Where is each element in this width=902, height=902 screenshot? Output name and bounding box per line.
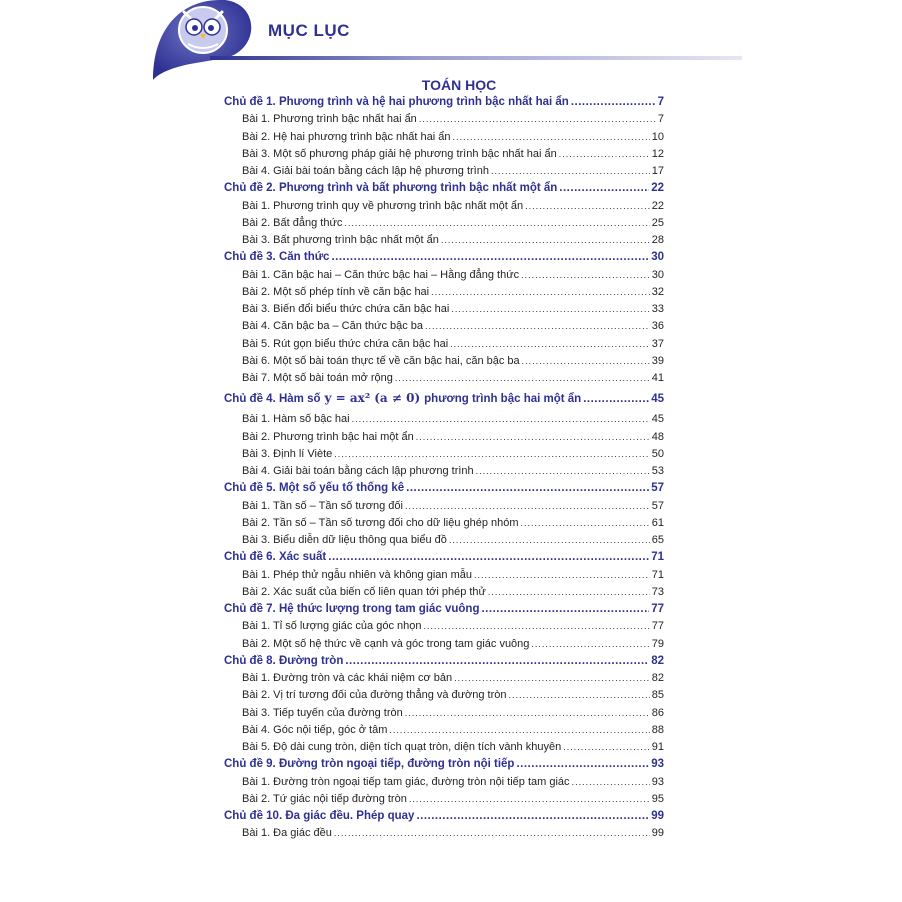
toc-topic-entry[interactable] — [224, 249, 664, 266]
toc-lesson-entry[interactable] — [224, 739, 664, 756]
toc-entry-label-text: Chủ đề 4. Hàm số — [224, 393, 321, 406]
toc-entry-label: Bài 2. Một số phép tính về căn bậc hai — [242, 285, 430, 298]
dot-leader — [419, 111, 656, 128]
toc-lesson-entry[interactable] — [224, 429, 664, 446]
toc-entry-label: Bài 3. Biểu diễn dữ liệu thông qua biểu đồ — [242, 534, 447, 546]
dot-leader — [450, 336, 650, 353]
toc-page-number: 41 — [651, 372, 664, 384]
dot-leader — [405, 705, 650, 722]
dot-leader — [334, 825, 650, 842]
toc-page-number: 32 — [651, 285, 664, 298]
toc-entry-label: Bài 1. Đường tròn và các khái niệm cơ bản — [242, 672, 453, 684]
dot-leader — [583, 387, 649, 411]
toc-lesson-entry[interactable] — [224, 618, 664, 635]
toc-lesson-entry[interactable] — [224, 284, 664, 301]
dot-leader — [522, 353, 650, 370]
toc-entry-label: Chủ đề 2. Phương trình và bất phương trình bậc nhất một ẩn — [224, 182, 558, 195]
toc-entry-label: Bài 2. Một số hệ thức về cạnh và góc trong tam giác vuông — [242, 637, 530, 650]
toc-entry-label: Bài 2. Phương trình bậc hai một ẩn — [242, 430, 414, 443]
dot-leader — [328, 549, 649, 566]
toc-entry-label: Bài 2. Tứ giác nội tiếp đường tròn — [242, 792, 407, 805]
toc-entry-label: Bài 2. Tần số – Tần số tương đối cho dữ liệu ghép nhóm — [242, 516, 519, 529]
toc-entry-label: Chủ đề 5. Một số yếu tố thống kê — [224, 482, 405, 495]
dot-leader — [449, 532, 650, 549]
dot-leader — [431, 284, 650, 301]
toc-lesson-entry[interactable] — [224, 705, 664, 722]
toc-page-number: 30 — [651, 268, 664, 281]
toc-page-number: 99 — [651, 827, 664, 840]
toc-entry-label: Bài 1. Tần số – Tần số tương đối — [242, 499, 403, 512]
toc-lesson-entry[interactable] — [224, 670, 664, 687]
toc-page-number: 33 — [651, 303, 664, 315]
toc-lesson-entry[interactable] — [224, 636, 664, 653]
toc-page-number: 65 — [651, 534, 664, 546]
toc-entry-label: Chủ đề 1. Phương trình và hệ hai phương trình bậc nhất hai ẩn — [224, 96, 569, 108]
dot-leader — [352, 411, 650, 428]
toc-page-number: 61 — [651, 516, 664, 529]
toc-entry-label: Bài 1. Phương trình bậc nhất hai ẩn — [242, 113, 417, 126]
toc-page-number: 22 — [651, 182, 664, 195]
dot-leader — [474, 567, 650, 584]
dot-leader — [331, 249, 649, 266]
toc-page-number: 37 — [651, 337, 664, 350]
toc-lesson-entry[interactable] — [224, 515, 664, 532]
toc-entry-label: Bài 3. Tiếp tuyến của đường tròn — [242, 706, 403, 719]
page-title: MỤC LỤC — [268, 21, 350, 40]
toc-entry-label: Bài 3. Bất phương trình bậc nhất một ẩn — [242, 234, 439, 246]
dot-leader — [405, 498, 650, 515]
dot-leader — [481, 601, 649, 618]
toc-entry-label: Bài 1. Phương trình quy về phương trình bậc nhất một ẩn — [242, 199, 524, 212]
toc-lesson-entry[interactable] — [224, 215, 664, 232]
toc-page-number: 77 — [651, 620, 664, 633]
dot-leader — [416, 429, 650, 446]
toc-topic-entry[interactable] — [224, 601, 664, 618]
toc-entry-label-text: phương trình bậc hai một ẩn — [424, 393, 582, 406]
toc-lesson-entry[interactable] — [224, 791, 664, 808]
dot-leader — [572, 774, 650, 791]
toc-topic-entry[interactable] — [224, 808, 664, 825]
toc-lesson-entry[interactable] — [224, 567, 664, 584]
toc-page-number: 39 — [651, 354, 664, 367]
dot-leader — [425, 318, 650, 335]
toc-entry-label: Chủ đề 7. Hệ thức lượng trong tam giác vuông — [224, 603, 480, 615]
toc-page-number: 71 — [651, 551, 664, 564]
toc-entry-label: Chủ đề 8. Đường tròn — [224, 654, 344, 667]
dot-leader — [516, 756, 649, 773]
toc-entry-label: Bài 1. Căn bậc hai – Căn thức bậc hai – Hằng đẳng thức — [242, 268, 520, 281]
toc-page-number: 17 — [651, 165, 664, 177]
toc-lesson-entry[interactable] — [224, 267, 664, 284]
toc-page-number: 57 — [651, 499, 664, 512]
toc-lesson-entry[interactable] — [224, 774, 664, 791]
toc-lesson-entry[interactable] — [224, 532, 664, 549]
dot-leader — [488, 584, 650, 601]
toc-entry-label: Bài 1. Hàm số bậc hai — [242, 413, 350, 426]
dot-leader — [525, 198, 650, 215]
toc-entry-label: Chủ đề 9. Đường tròn ngoại tiếp, đường tròn nội tiếp — [224, 758, 515, 771]
toc-page-number: 25 — [651, 216, 664, 229]
toc-entry-label: Chủ đề 6. Xác suất — [224, 551, 327, 564]
toc-lesson-entry[interactable] — [224, 301, 664, 318]
subject-heading: TOÁN HỌC — [421, 77, 497, 93]
toc-page-number: 71 — [651, 568, 664, 581]
toc-lesson-entry[interactable] — [224, 687, 664, 704]
toc-topic-entry[interactable] — [224, 756, 664, 773]
toc-page-number: 91 — [651, 741, 664, 753]
toc-lesson-entry[interactable] — [224, 825, 664, 842]
toc-lesson-entry[interactable] — [224, 370, 664, 387]
toc-lesson-entry[interactable] — [224, 111, 664, 128]
dot-leader — [491, 163, 650, 180]
toc-page-number: 53 — [651, 465, 664, 477]
toc-lesson-entry[interactable] — [224, 318, 664, 335]
dot-leader — [406, 480, 649, 497]
toc-topic-entry[interactable] — [224, 94, 664, 111]
toc-lesson-entry[interactable] — [224, 584, 664, 601]
toc-topic-entry[interactable] — [224, 653, 664, 670]
toc-page-number: 85 — [651, 689, 664, 702]
toc-lesson-entry[interactable] — [224, 463, 664, 480]
toc-page-number: 82 — [651, 672, 664, 684]
dot-leader — [409, 791, 650, 808]
toc-lesson-entry[interactable] — [224, 722, 664, 739]
toc-page-number: 73 — [651, 585, 664, 598]
toc-page-number: 28 — [651, 234, 664, 246]
toc-topic-entry[interactable] — [224, 387, 664, 411]
toc-entry-label: Bài 4. Giải bài toán bằng cách lập hệ phương trình — [242, 165, 489, 177]
toc-entry-label: Bài 4. Góc nội tiếp, góc ở tâm — [242, 723, 388, 736]
toc-entry-label: Bài 2. Xác suất của biến cố liên quan tới phép thử — [242, 585, 486, 598]
toc-page-number: 82 — [651, 654, 664, 667]
toc-entry-label: Bài 1. Đường tròn ngoại tiếp tam giác, đường tròn nội tiếp tam giác — [242, 775, 570, 788]
toc-list — [224, 94, 664, 843]
dot-leader — [344, 215, 649, 232]
toc-topic-entry[interactable] — [224, 180, 664, 197]
dot-leader — [559, 180, 649, 197]
toc-lesson-entry[interactable] — [224, 353, 664, 370]
toc-page-number: 86 — [651, 706, 664, 719]
toc-entry-label: Chủ đề 3. Căn thức — [224, 251, 330, 264]
toc-page-number: 7 — [657, 113, 664, 126]
toc-page-number: 93 — [651, 758, 664, 771]
toc-page-number: 88 — [651, 723, 664, 736]
owl-logo-icon — [179, 7, 227, 53]
dot-leader — [521, 515, 650, 532]
toc-page-number: 12 — [651, 147, 664, 160]
dot-leader — [452, 129, 649, 146]
table-of-contents — [224, 76, 664, 843]
toc-page-number: 79 — [651, 637, 664, 650]
toc-entry-label: Bài 1. Đa giác đều — [242, 827, 332, 840]
toc-page-number: 77 — [651, 603, 664, 615]
dot-leader — [563, 739, 650, 756]
toc-page-number: 45 — [651, 413, 664, 426]
toc-lesson-entry[interactable] — [224, 498, 664, 515]
toc-lesson-entry[interactable] — [224, 198, 664, 215]
toc-page-number: 36 — [651, 320, 664, 333]
dot-leader — [389, 722, 649, 739]
toc-lesson-entry[interactable] — [224, 411, 664, 428]
dot-leader — [521, 267, 650, 284]
toc-page-number: 48 — [651, 430, 664, 443]
dot-leader — [334, 446, 649, 463]
toc-entry-formula: y = ax² (a ≠ 0) — [324, 391, 421, 406]
toc-page-number: 99 — [651, 810, 664, 822]
toc-entry-label — [224, 386, 581, 411]
toc-topic-entry[interactable] — [224, 549, 664, 566]
dot-leader — [476, 463, 650, 480]
toc-page-number: 95 — [651, 792, 664, 805]
dot-leader — [345, 653, 649, 670]
toc-lesson-entry[interactable] — [224, 232, 664, 249]
toc-entry-label: Bài 4. Căn bậc ba – Căn thức bậc ba — [242, 320, 424, 333]
toc-lesson-entry[interactable] — [224, 446, 664, 463]
toc-page-number: 30 — [651, 251, 664, 264]
dot-leader — [571, 94, 656, 111]
toc-entry-label: Bài 3. Định lí Viète — [242, 447, 333, 460]
header-decoration — [150, 0, 750, 85]
toc-topic-entry[interactable] — [224, 480, 664, 497]
toc-lesson-entry[interactable] — [224, 163, 664, 180]
toc-lesson-entry[interactable] — [224, 146, 664, 163]
dot-leader — [395, 370, 650, 387]
toc-page-number: 22 — [651, 199, 664, 212]
dot-leader — [416, 808, 649, 825]
toc-lesson-entry[interactable] — [224, 336, 664, 353]
toc-entry-label: Bài 5. Rút gọn biểu thức chứa căn bậc hai — [242, 337, 449, 350]
toc-page-number: 7 — [657, 96, 664, 108]
dot-leader — [451, 301, 649, 318]
toc-lesson-entry[interactable] — [224, 129, 664, 146]
toc-entry-label: Bài 1. Phép thử ngẫu nhiên và không gian mẫu — [242, 568, 472, 581]
toc-entry-label: Bài 7. Một số bài toán mở rộng — [242, 372, 393, 384]
toc-entry-label: Bài 2. Bất đẳng thức — [242, 216, 343, 229]
dot-leader — [441, 232, 650, 249]
toc-entry-label: Bài 2. Vị trí tương đối của đường thẳng và đường tròn — [242, 689, 507, 702]
dot-leader — [423, 618, 649, 635]
toc-entry-label: Bài 6. Một số bài toán thực tế về căn bậc hai, căn bậc ba — [242, 354, 520, 367]
toc-entry-label: Bài 1. Tỉ số lượng giác của góc nhọn — [242, 620, 422, 633]
toc-page-number: 57 — [651, 482, 664, 495]
dot-leader — [509, 687, 650, 704]
toc-page-number: 93 — [651, 775, 664, 788]
dot-leader — [559, 146, 650, 163]
toc-page-number: 50 — [651, 447, 664, 460]
dot-leader — [531, 636, 649, 653]
toc-entry-label: Bài 2. Hệ hai phương trình bậc nhất hai ẩn — [242, 130, 451, 143]
toc-entry-label: Bài 3. Biến đổi biểu thức chứa căn bậc hai — [242, 303, 450, 315]
toc-page-number: 45 — [651, 393, 664, 406]
dot-leader — [454, 670, 650, 687]
toc-entry-label: Bài 4. Giải bài toán bằng cách lập phương trình — [242, 465, 474, 477]
toc-entry-label: Bài 3. Một số phương pháp giải hệ phương trình bậc nhất hai ẩn — [242, 147, 557, 160]
toc-entry-label: Chủ đề 10. Đa giác đều. Phép quay — [224, 810, 415, 822]
toc-entry-label: Bài 5. Độ dài cung tròn, diện tích quạt tròn, diện tích vành khuyên — [242, 741, 562, 753]
toc-page-number: 10 — [651, 130, 664, 143]
